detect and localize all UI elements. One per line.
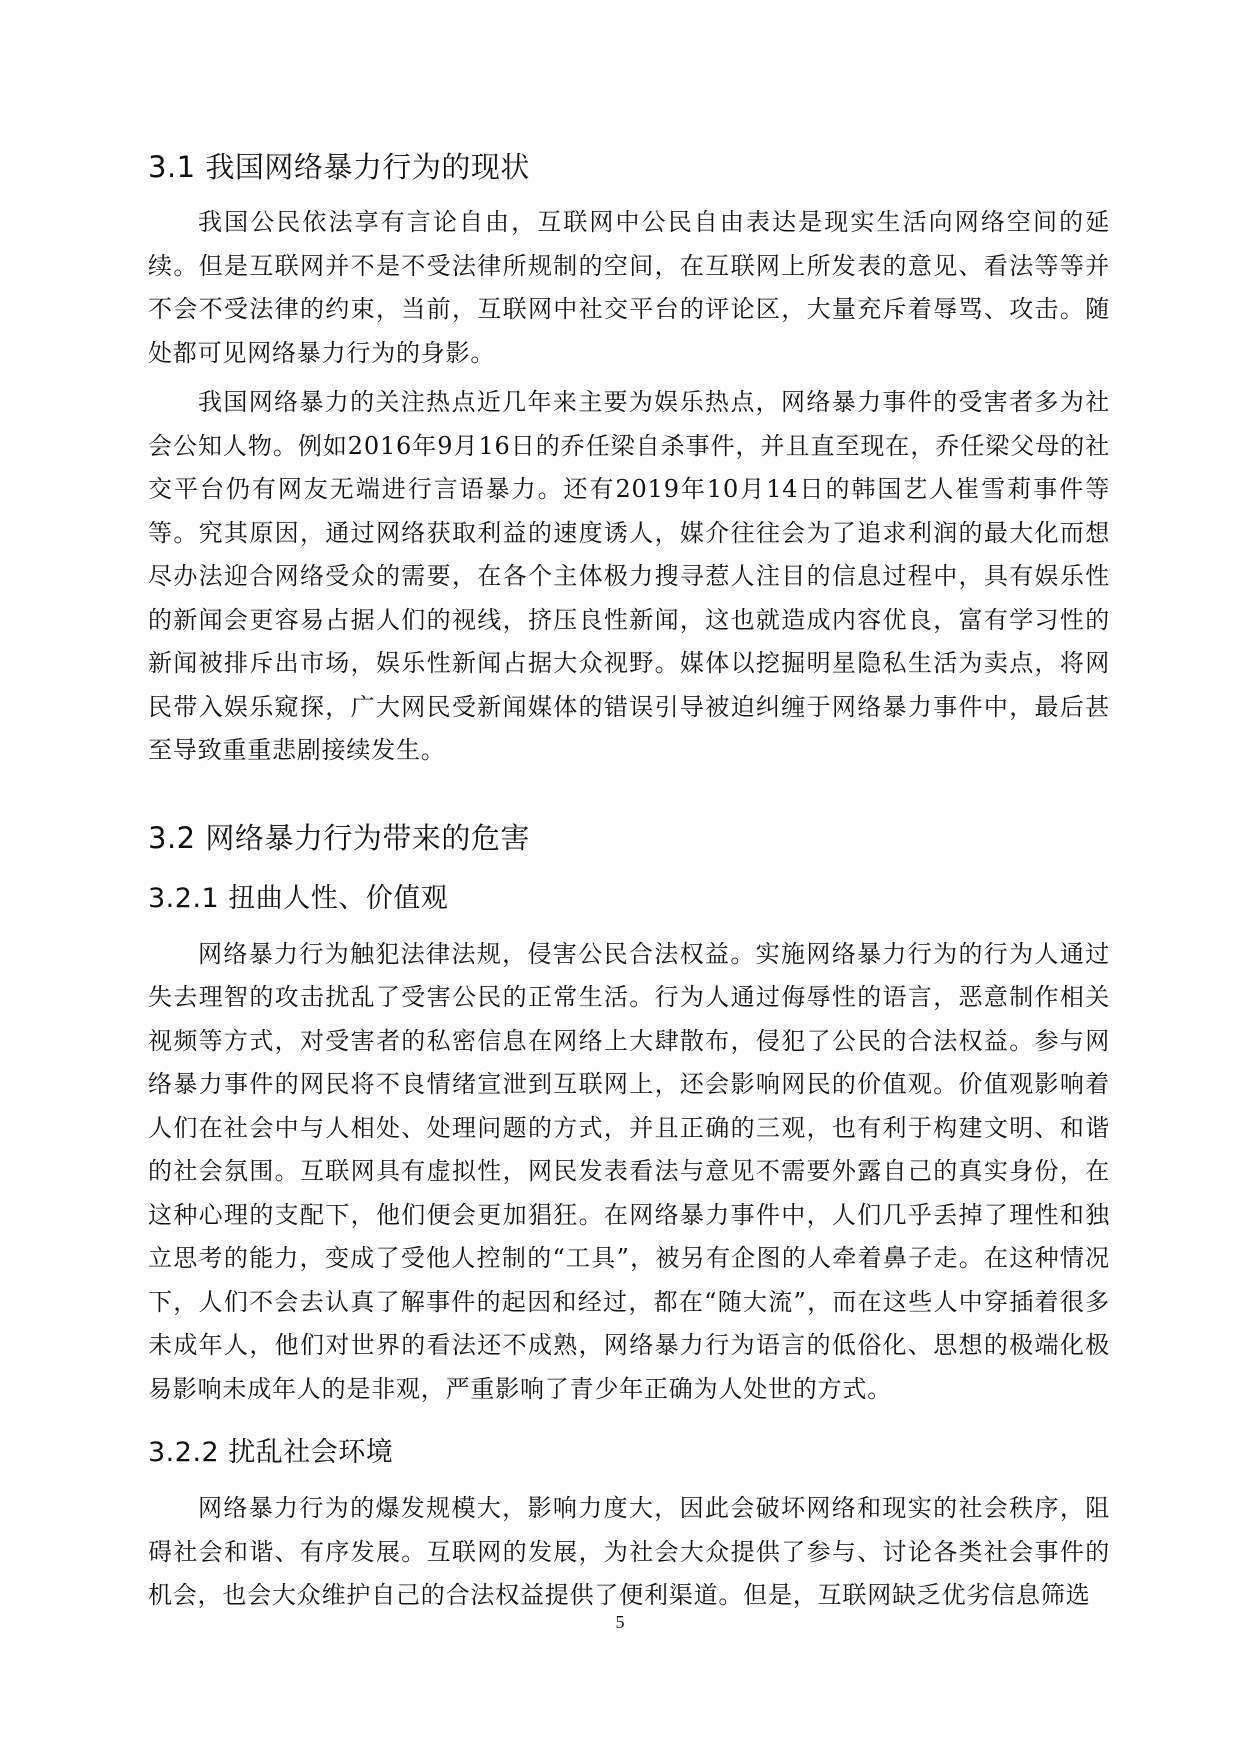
subsection-heading-3-2-1: 3.2.1 扭曲人性、价值观 xyxy=(148,882,449,914)
section-3-1-paragraph-2: 我国网络暴力的关注热点近几年来主要为娱乐热点，网络暴力事件的受害者多为社会公知人物。例如2016年9月16日的乔任梁自杀事件，并且直至现在，乔任梁父母的社交平台仍有网友无端进行言语暴力。还有2019年10月14日的韩国艺人崔雪莉事件等等。究其原因，通过网络获取利益的速度诱人，媒介往往会为了追求利润的最大化而想尽办法迎合网络受众的需要，在各个主体极力搜寻惹人注目的信息过程中，具有娱乐性的新闻会更容易占据人们的视线，挤压良性新闻，这也就造成内容优良，富有学习性的新闻被排斥出市场，娱乐性新闻占据大众视野。媒体以挖掘明星隐私生活为卖点，将网民带入娱乐窥探，广大网民受新闻媒体的错误引导被迫纠缠于网络暴力事件中，最后甚至导致重重悲剧接续发生。 xyxy=(148,388,1110,764)
section-heading-3-2: 3.2 网络暴力行为带来的危害 xyxy=(148,820,530,855)
section-3-1-paragraph-1: 我国公民依法享有言论自由，互联网中公民自由表达是现实生活向网络空间的延续。但是互联网并不是不受法律所规制的空间，在互联网上所发表的意见、看法等等并不会不受法律的约束，当前，互联网中社交平台的评论区，大量充斥着辱骂、攻击。随处都可见网络暴力行为的身影。 xyxy=(148,208,1110,367)
page-number: 5 xyxy=(615,1612,625,1632)
section-3-2-2-paragraph-1: 网络暴力行为的爆发规模大，影响力度大，因此会破坏网络和现实的社会秩序，阻碍社会和谐、有序发展。互联网的发展，为社会大众提供了参与、讨论各类社会事件的机会，也会大众维护自己的合法权益提供了便利渠道。但是，互联网缺乏优劣信息筛选 xyxy=(148,1494,1110,1609)
subsection-heading-3-2-2: 3.2.2 扰乱社会环境 xyxy=(148,1437,394,1468)
section-heading-3-1: 3.1 我国网络暴力行为的现状 xyxy=(148,150,530,184)
section-3-2-1-paragraph-1: 网络暴力行为触犯法律法规，侵害公民合法权益。实施网络暴力行为的行为人通过失去理智的攻击扰乱了受害公民的正常生活。行为人通过侮辱性的语言，恶意制作相关视频等方式，对受害者的私密信息在网络上大肆散布，侵犯了公民的合法权益。参与网络暴力事件的网民将不良情绪宣泄到互联网上，还会影响网民的价值观。价值观影响着人们在社会中与人相处、处理问题的方式，并且正确的三观，也有利于构建文明、和谐的社会氛围。互联网具有虚拟性，网民发表看法与意见不需要外露自己的真实身份，在这种心理的支配下，他们便会更加猖狂。在网络暴力事件中，人们几乎丢掉了理性和独立思考的能力，变成了受他人控制的“工具”，被另有企图的人牵着鼻子走。在这种情况下，人们不会去认真了解事件的起因和经过，都在“随大流”，而在这些人中穿插着很多未成年人，他们对世界的看法还不成熟，网络暴力行为语言的低俗化、思想的极端化极易影响未成年人的是非观，严重影响了青少年正确为人处世的方式。 xyxy=(148,939,1110,1403)
page-content xyxy=(148,147,1110,1618)
